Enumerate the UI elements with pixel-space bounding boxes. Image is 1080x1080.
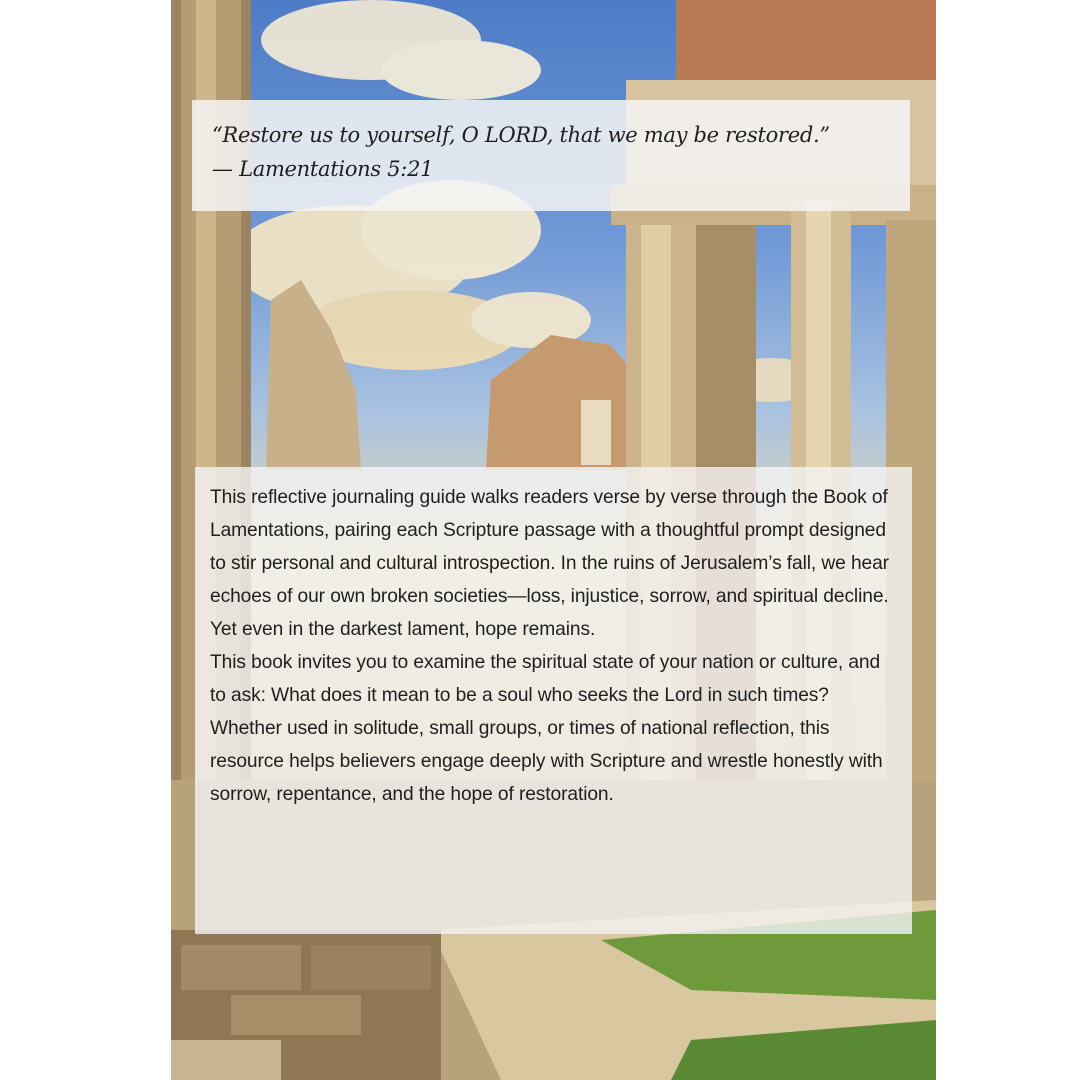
quote-citation: — Lamentations 5:21 [212,157,434,181]
description-panel [195,467,912,934]
foreground-blocks [171,930,441,1080]
description-paragraph: This reflective journaling guide walks readers verse by verse through the Book of Lamentations, pairing each Scripture passage with a thoughtful prompt designed to stir personal and cultural introspection. In the ruins of Jerusalem’s fall, we hear echoes of our own broken societies—loss, injustice, sorrow, and spiritual decline. Yet even in the darkest lament, hope remains. [210,487,889,640]
quote-panel [192,100,910,211]
description-paragraph: Whether used in solitude, small groups, or times of national reflection, this resource helps believers engage deeply with Scripture and wrestle honestly with sorrow, repentance, and the hope of restoration. [210,718,883,805]
description-paragraph: This book invites you to examine the spiritual state of your nation or culture, and to ask: What does it mean to be a soul who seeks the Lord in such times? [210,652,881,706]
quote-text: “Restore us to yourself, O LORD, that we may be restored.” [212,123,830,147]
book-cover [171,0,936,1080]
